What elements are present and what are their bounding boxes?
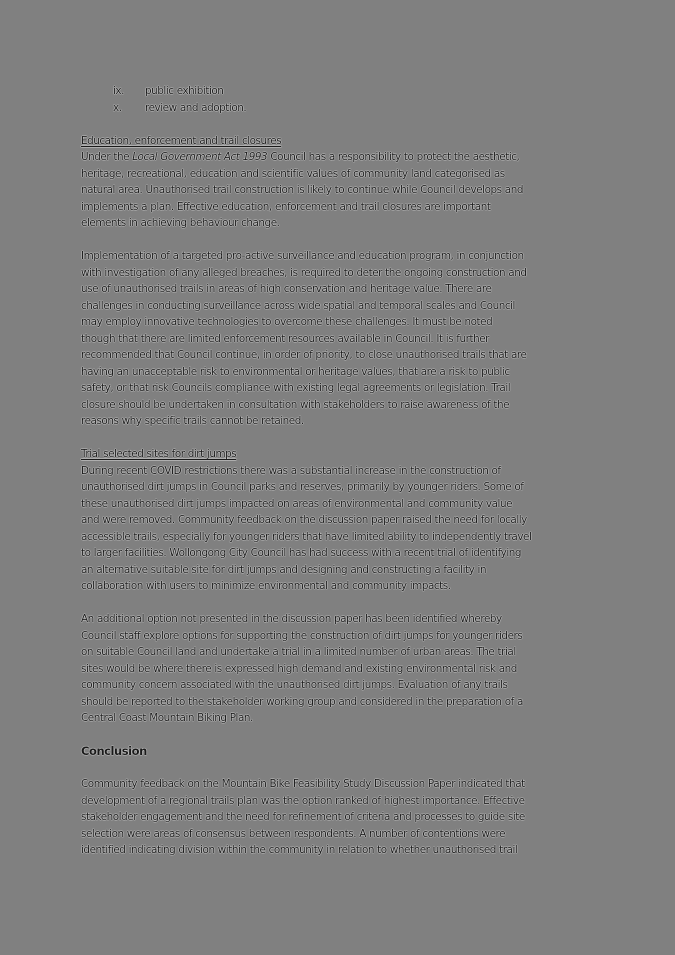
- paragraph-line: should be reported to the stakeholder working group and considered in the preparation of a: [81, 695, 523, 708]
- list-number: ix.: [113, 85, 124, 97]
- paragraph-line: selection were areas of consensus between respondents. A number of contentions were: [81, 827, 506, 840]
- paragraph-line: safety, or that risk Councils compliance with existing legal agreements or legislation. Trail: [81, 382, 511, 394]
- paragraph-line: Council staff explore options for supporting the construction of dirt jumps for younger riders: [81, 629, 523, 642]
- paragraph-line: [81, 149, 601, 166]
- paragraph-line: natural area. Unauthorised trail construction is likely to continue while Council develops and: [81, 184, 523, 196]
- paragraph-line: community concern associated with the unauthorised dirt jumps. Evaluation of any trails: [81, 679, 508, 691]
- paragraph-line: though that there are limited enforcement resources available in Council. It is further: [81, 332, 489, 345]
- paragraph-line: use of unauthorised trails in areas of high conservation and heritage value. There are: [81, 283, 492, 295]
- paragraph-line: recommended that Council continue, in order of priority, to close unauthorised trails that are: [81, 349, 527, 361]
- paragraph-line: to larger facilities. Wollongong City Council has had success with a recent trial of identifying: [81, 547, 522, 559]
- paragraph-line: unauthorised dirt jumps in Council parks and reserves, primarily by younger riders. Some of: [81, 481, 524, 493]
- paragraph-line: heritage, recreational, education and scientific values of community land categorised as: [81, 167, 505, 180]
- paragraph: [81, 776, 601, 859]
- paragraph-line: Central Coast Mountain Biking Plan.: [81, 712, 253, 724]
- section-dirt-jumps: [81, 446, 601, 727]
- list-item: [81, 100, 601, 117]
- paragraph-line: During recent COVID restrictions there was a substantial increase in the construction of: [81, 464, 501, 477]
- section-conclusion: [81, 743, 601, 859]
- list-number: x.: [113, 101, 122, 114]
- paragraph-line: with investigation of any alleged breaches, is required to deter the ongoing construction and: [81, 266, 527, 279]
- paragraph-line: on suitable Council land and undertake a trial in a limited number of urban areas. The trial: [81, 646, 516, 658]
- list-item: [81, 83, 601, 100]
- document-page: [81, 83, 601, 859]
- paragraph-line: identified indicating division within the community in relation to whether unauthorised trail: [81, 844, 518, 856]
- act-title: Local Government Act 1993: [132, 151, 268, 163]
- numbered-list: [81, 83, 601, 116]
- section-heading: Education, enforcement and trail closures: [81, 134, 282, 147]
- paragraph-line: challenges in conducting surveillance across wide spatial and temporal scales and Council: [81, 299, 515, 312]
- paragraph-line: these unauthorised dirt jumps impacted on areas of environmental and community value: [81, 497, 513, 510]
- paragraph-line: closure should be undertaken in consultation with stakeholders to raise awareness of the: [81, 398, 510, 411]
- paragraph-line: may employ innovative technologies to overcome these challenges. It must be noted: [81, 316, 493, 328]
- list-text: review and adoption.: [145, 101, 247, 114]
- paragraph-line: Community feedback on the Mountain Bike Feasibility Study Discussion Paper indicated that: [81, 778, 525, 790]
- paragraph-line: Implementation of a targeted pro-active surveillance and education program, in conjunction: [81, 250, 524, 262]
- paragraph-line: An additional option not presented in the discussion paper has been identified whereby: [81, 613, 502, 625]
- paragraph-line: sites would be where there is expressed high demand and existing environmental risk and: [81, 662, 517, 675]
- paragraph-line: collaboration with users to minimize environmental and community impacts.: [81, 580, 451, 592]
- section-heading: Conclusion: [81, 744, 147, 758]
- paragraph-line: stakeholder engagement and the need for refinement of criteria and processes to guide site: [81, 811, 525, 823]
- list-text: public exhibition: [145, 85, 224, 97]
- text-run: Under the: [81, 151, 133, 163]
- paragraph-line: having an unacceptable risk to environmental or heritage values, that are a risk to public: [81, 365, 510, 378]
- paragraph: [81, 149, 601, 232]
- paragraph-line: reasons why specific trails cannot be retained.: [81, 415, 304, 427]
- paragraph-line: implements a plan. Effective education, enforcement and trail closures are important: [81, 200, 491, 213]
- paragraph: [81, 248, 601, 430]
- text-run: Council has a responsibility to protect the aesthetic,: [267, 151, 520, 163]
- paragraph-line: an alternative suitable site for dirt jumps and designing and constructing a facility in: [81, 563, 487, 576]
- section-education: [81, 133, 601, 430]
- paragraph-line: development of a regional trails plan was the option ranked of highest importance. Effective: [81, 794, 525, 807]
- paragraph: [81, 611, 601, 727]
- paragraph-line: and were removed. Community feedback on the discussion paper raised the need for locally: [81, 514, 527, 526]
- paragraph: [81, 463, 601, 595]
- paragraph-line: elements in achieving behaviour change.: [81, 217, 280, 229]
- section-heading: Trial selected sites for dirt jumps: [81, 448, 237, 460]
- paragraph-line: accessible trails, especially for younger riders that have limited ability to independently travel: [81, 530, 532, 543]
